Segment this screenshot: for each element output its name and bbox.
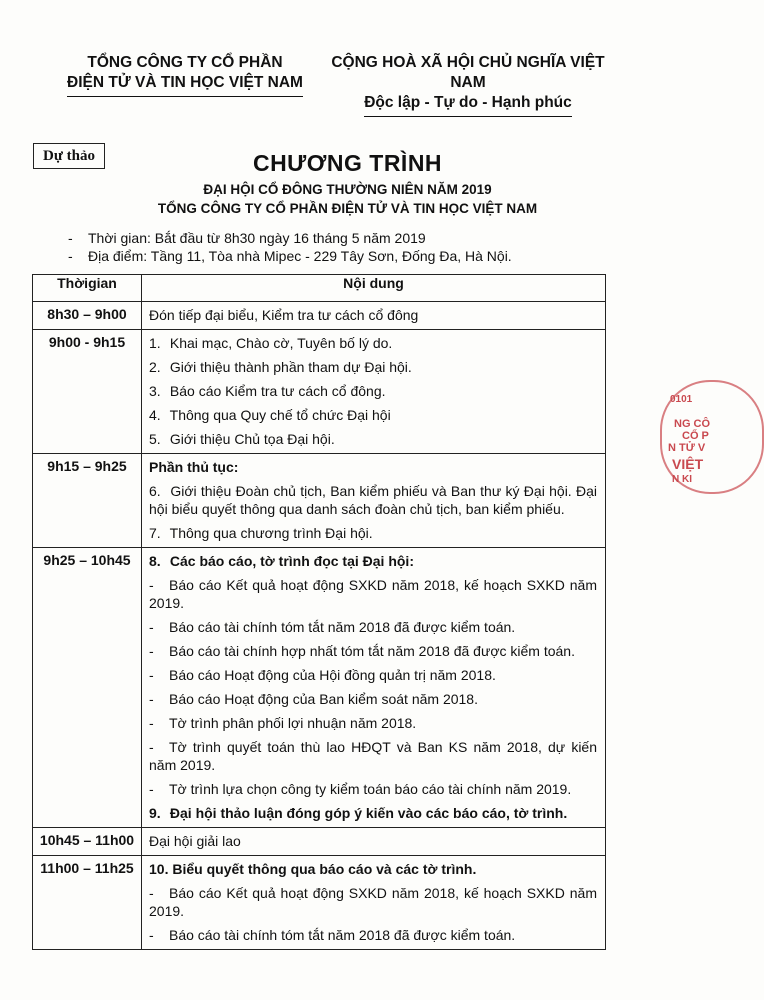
agenda-item-bullet: - — [149, 781, 154, 797]
agenda-content-cell — [142, 302, 606, 330]
agenda-item-bullet: - — [149, 715, 154, 731]
meeting-place — [68, 248, 512, 264]
agenda-content-cell — [142, 856, 606, 950]
agenda-time-cell: 11h00 – 11h25 — [33, 856, 142, 950]
agenda-item — [149, 832, 597, 850]
meta-dash: - — [68, 248, 73, 264]
meta-dash: - — [68, 230, 73, 246]
meeting-time — [68, 230, 426, 246]
agenda-item-bullet: - — [149, 577, 154, 593]
seal-text: VIỆT — [672, 456, 704, 472]
agenda-row — [33, 548, 606, 828]
agenda-time-cell: 9h25 – 10h45 — [33, 548, 142, 828]
agenda-item — [149, 482, 597, 518]
agenda-row — [33, 454, 606, 548]
agenda-item — [149, 926, 597, 944]
column-header-time: Thờigian — [33, 275, 142, 302]
agenda-item — [149, 334, 597, 352]
agenda-item-text: Báo cáo tài chính tóm tắt năm 2018 đã được kiểm toán. — [169, 619, 516, 635]
agenda-content-cell — [142, 330, 606, 454]
agenda-item-number: 7. — [149, 525, 161, 541]
agenda-item-text: Đón tiếp đại biểu, Kiểm tra tư cách cổ đông — [149, 307, 419, 323]
agenda-item — [149, 524, 597, 542]
agenda-item — [149, 738, 597, 774]
agenda-item — [149, 552, 597, 570]
seal-text: N TỬ V — [668, 442, 706, 454]
agenda-item-text: Báo cáo tài chính hợp nhất tóm tắt năm 2018 đã được kiểm toán. — [169, 643, 575, 659]
draft-label-box: Dự thảo — [33, 143, 105, 169]
agenda-item — [149, 382, 597, 400]
agenda-time-cell: 9h00 - 9h15 — [33, 330, 142, 454]
agenda-item-bullet: - — [149, 739, 154, 755]
seal-text: 0101 — [670, 394, 693, 405]
agenda-item-number: 6. — [149, 483, 161, 499]
agenda-item-text: Báo cáo Kiểm tra tư cách cổ đông. — [169, 383, 386, 399]
agenda-item — [149, 690, 597, 708]
agenda-item-text: Biểu quyết thông qua báo cáo và các tờ trình. — [172, 861, 477, 877]
agenda-item-number: 9. — [149, 805, 161, 821]
agenda-item-number: 2. — [149, 359, 161, 375]
agenda-table — [32, 274, 606, 950]
agenda-item — [149, 780, 597, 798]
agenda-item-number: 3. — [149, 383, 161, 399]
meeting-place-text: Địa điểm: Tầng 11, Tòa nhà Mipec - 229 Tây Sơn, Đống Đa, Hà Nội. — [88, 248, 512, 264]
agenda-item-text: Báo cáo Kết quả hoạt động SXKD năm 2018, kế hoạch SXKD năm 2019. — [149, 885, 597, 919]
agenda-item — [149, 358, 597, 376]
agenda-item — [149, 642, 597, 660]
agenda-item-number: 4. — [149, 407, 161, 423]
agenda-item-text: Tờ trình phân phối lợi nhuận năm 2018. — [169, 715, 417, 731]
agenda-item-text: Thông qua Quy chế tổ chức Đại hội — [169, 407, 391, 423]
agenda-item-text: Thông qua chương trình Đại hội. — [169, 525, 373, 541]
agenda-item — [149, 406, 597, 424]
seal-text: NG CÔ — [674, 418, 711, 430]
column-header-content: Nội dung — [142, 275, 606, 302]
agenda-item-text: Phần thủ tục: — [149, 459, 239, 475]
nation-motto: Độc lập - Tự do - Hạnh phúc — [364, 93, 572, 117]
agenda-item-text: Báo cáo Hoạt động của Ban kiểm soát năm 2018. — [169, 691, 478, 707]
agenda-item-text: Báo cáo Kết quả hoạt động SXKD năm 2018, kế hoạch SXKD năm 2019. — [149, 577, 597, 611]
agenda-item-text: Đại hội giải lao — [149, 833, 241, 849]
agenda-item-text: Khai mạc, Chào cờ, Tuyên bố lý do. — [169, 335, 393, 351]
agenda-item-text: Báo cáo tài chính tóm tắt năm 2018 đã được kiểm toán. — [169, 927, 516, 943]
agenda-body — [33, 302, 606, 950]
agenda-item — [149, 714, 597, 732]
agenda-item — [149, 884, 597, 920]
agenda-item — [149, 306, 597, 324]
agenda-item-text: Giới thiệu Chủ tọa Đại hội. — [169, 431, 335, 447]
agenda-row — [33, 302, 606, 330]
document-subtitle-company: TỔNG CÔNG TY CỔ PHẦN ĐIỆN TỬ VÀ TIN HỌC VIỆT NAM — [157, 201, 538, 216]
agenda-item — [149, 860, 597, 878]
agenda-item — [149, 430, 597, 448]
agenda-row — [33, 828, 606, 856]
agenda-item-number: 8. — [149, 553, 161, 569]
agenda-item-bullet: - — [149, 643, 154, 659]
agenda-item — [149, 458, 597, 476]
document-subtitle-meeting: ĐẠI HỘI CỔ ĐÔNG THƯỜNG NIÊN NĂM 2019 — [203, 182, 492, 197]
org-name-line2: ĐIỆN TỬ VÀ TIN HỌC VIỆT NAM — [67, 73, 303, 97]
agenda-item-text: Tờ trình quyết toán thù lao HĐQT và Ban KS năm 2018, dự kiến năm 2019. — [149, 739, 597, 773]
agenda-header-row — [33, 275, 606, 302]
org-name-line1: TỔNG CÔNG TY CỔ PHẦN — [87, 54, 283, 71]
agenda-time-cell: 10h45 – 11h00 — [33, 828, 142, 856]
national-header — [318, 53, 618, 117]
agenda-content-cell — [142, 828, 606, 856]
document-title: CHƯƠNG TRÌNH — [252, 150, 443, 176]
agenda-item-text: Giới thiệu thành phần tham dự Đại hội. — [169, 359, 412, 375]
agenda-item-text: Giới thiệu Đoàn chủ tịch, Ban kiểm phiếu và Ban thư ký Đại hội. Đại hội biểu quyết thông qua danh sách đoàn chủ tịch, ban kiểm phiếu. — [149, 483, 598, 517]
agenda-item-bullet: - — [149, 691, 154, 707]
agenda-item-number: 10. — [149, 861, 169, 877]
company-seal-stamp — [660, 380, 720, 500]
seal-text: CỔ P — [682, 430, 709, 442]
agenda-content-cell — [142, 548, 606, 828]
agenda-item-text: Tờ trình lựa chọn công ty kiểm toán báo cáo tài chính năm 2019. — [169, 781, 572, 797]
nation-name: CỘNG HOÀ XÃ HỘI CHỦ NGHĨA VIỆT NAM — [331, 54, 605, 91]
agenda-item-number: 1. — [149, 335, 161, 351]
agenda-item-text: Các báo cáo, tờ trình đọc tại Đại hội: — [169, 553, 414, 569]
agenda-item — [149, 618, 597, 636]
agenda-item-bullet: - — [149, 619, 154, 635]
agenda-item-text: Đại hội thảo luận đóng góp ý kiến vào các báo cáo, tờ trình. — [169, 805, 568, 821]
agenda-time-cell: 8h30 – 9h00 — [33, 302, 142, 330]
agenda-item — [149, 804, 597, 822]
agenda-row — [33, 856, 606, 950]
agenda-item-bullet: - — [149, 885, 154, 901]
agenda-item — [149, 666, 597, 684]
agenda-item-bullet: - — [149, 667, 154, 683]
agenda-time-cell: 9h15 – 9h25 — [33, 454, 142, 548]
agenda-content-cell — [142, 454, 606, 548]
agenda-item-number: 5. — [149, 431, 161, 447]
agenda-item-text: Báo cáo Hoạt động của Hội đồng quản trị năm 2018. — [169, 667, 496, 683]
agenda-item-bullet: - — [149, 927, 154, 943]
agenda-item — [149, 576, 597, 612]
agenda-row — [33, 330, 606, 454]
organization-header — [60, 53, 310, 97]
meeting-time-text: Thời gian: Bắt đầu từ 8h30 ngày 16 tháng 5 năm 2019 — [88, 230, 426, 246]
seal-text: N KI — [672, 474, 692, 485]
